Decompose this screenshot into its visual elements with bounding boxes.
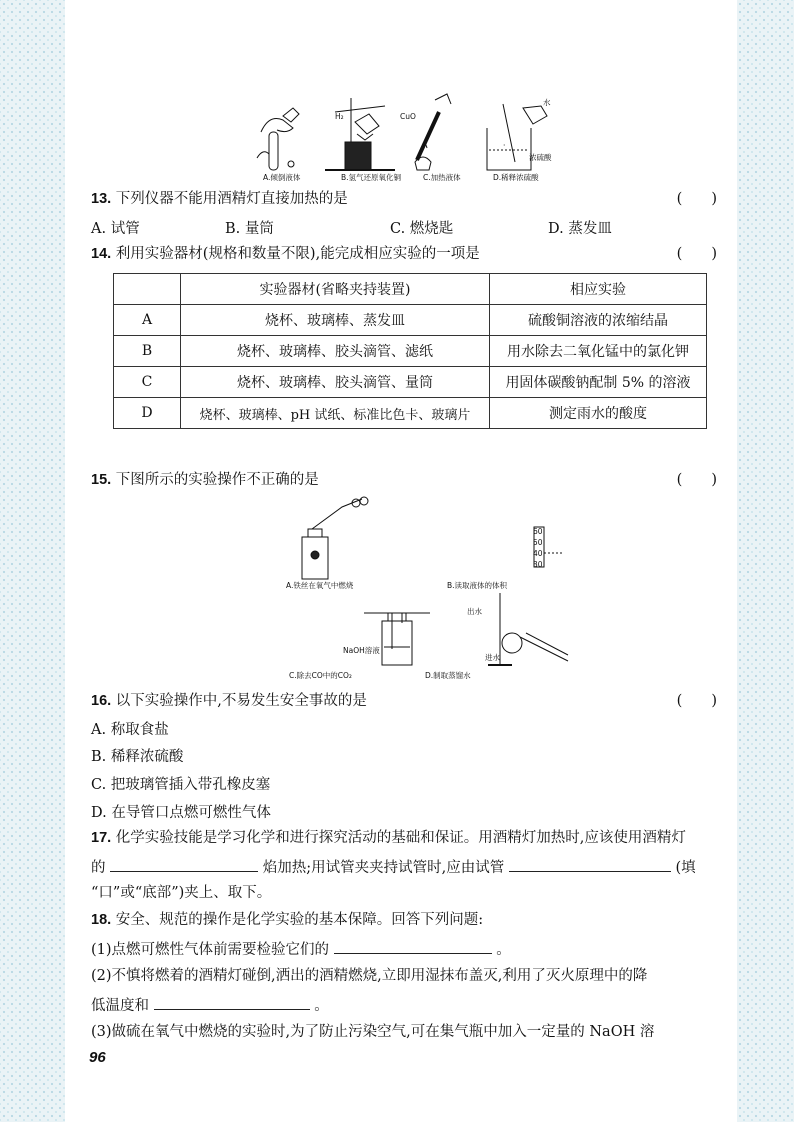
question-13 <box>91 189 727 209</box>
q12-caption-c: C.加热液体 <box>423 173 461 182</box>
q15-label-naoh: NaOH溶液 <box>343 646 380 655</box>
distill-water-illustration <box>488 593 568 665</box>
worksheet-page <box>65 0 737 1122</box>
question-17-line-2 <box>91 856 696 878</box>
q15-caption-b: B.读取液体的体积 <box>447 581 508 590</box>
table-row <box>114 305 707 336</box>
table-header: 相应实验 <box>490 274 707 305</box>
question-14 <box>91 244 727 264</box>
q16-option-b: B. 稀释浓硫酸 <box>91 749 184 765</box>
answer-blank-position[interactable] <box>509 856 671 872</box>
question-number: 16. <box>91 693 112 709</box>
question-18-part-3: (3)做硫在氧气中燃烧的实验时,为了防止污染空气,可在集气瓶中加入一定量的 NaOH 溶 <box>91 1024 655 1040</box>
question-17 <box>91 828 686 848</box>
q15-caption-c: C.除去CO中的CO₂ <box>289 671 352 680</box>
q13-option-c: C. 燃烧匙 <box>390 221 454 237</box>
q15-caption-d: D.制取蒸馏水 <box>425 671 471 680</box>
question-stem: 安全、规范的操作是化学实验的基本保障。回答下列问题: <box>115 912 484 928</box>
q15-scale-50: 50 <box>533 538 543 547</box>
q15-label-water-in: 进水 <box>485 653 500 662</box>
question-stem: 利用实验器材(规格和数量不限),能完成相应实验的一项是 <box>115 246 480 262</box>
svg-text:·: · <box>503 141 506 150</box>
question-18-part-2: (2)不慎将燃着的酒精灯碰倒,洒出的酒精燃烧,立即用湿抹布盖灭,利用了灭火原理中的降 <box>91 968 648 984</box>
q12-label-h2: H₂ <box>335 112 344 121</box>
question-number: 18. <box>91 912 112 928</box>
text-fragment: 焰加热;用试管夹夹持试管时,应由试管 <box>262 860 505 876</box>
table-cell: 烧杯、玻璃棒、胶头滴管、量筒 <box>181 367 490 398</box>
remove-co2-illustration <box>364 613 430 665</box>
text-fragment: (填 <box>675 860 696 876</box>
question-18-part-1 <box>91 938 511 960</box>
question-number: 17. <box>91 830 112 846</box>
q13-option-a: A. 试管 <box>91 221 140 237</box>
q12-label-water: 水 <box>543 98 551 107</box>
table-row <box>114 398 707 429</box>
q12-label-acid: 浓硫酸 <box>529 153 552 162</box>
q12-caption-d: D.稀释浓硫酸 <box>493 173 539 182</box>
table-cell: 用固体碳酸钠配制 5% 的溶液 <box>490 367 707 398</box>
answer-paren: ( ) <box>676 191 717 207</box>
question-stem: 下图所示的实验操作不正确的是 <box>115 472 319 488</box>
answer-paren: ( ) <box>676 246 717 262</box>
question-stem: 以下实验操作中,不易发生安全事故的是 <box>115 693 367 709</box>
answer-paren: ( ) <box>676 693 717 709</box>
q15-scale-40: 40 <box>533 549 543 558</box>
table-row <box>114 336 707 367</box>
table-cell: 烧杯、玻璃棒、蒸发皿 <box>181 305 490 336</box>
q13-option-b: B. 量筒 <box>225 221 274 237</box>
q16-option-a: A. 称取食盐 <box>91 722 169 738</box>
q12-caption-b: B.氢气还原氧化铜 <box>341 173 402 182</box>
table-cell: C <box>114 367 181 398</box>
hydrogen-reduce-cuo-illustration <box>325 98 395 170</box>
question-18 <box>91 910 483 930</box>
text-fragment: 低温度和 <box>91 998 149 1014</box>
answer-paren: ( ) <box>676 472 717 488</box>
table-cell: D <box>114 398 181 429</box>
question-text: 化学实验技能是学习化学和进行探究活动的基础和保证。用酒精灯加热时,应该使用酒精灯 <box>115 830 686 846</box>
q14-table <box>113 273 707 429</box>
q13-option-d: D. 蒸发皿 <box>548 221 612 237</box>
q16-option-c: C. 把玻璃管插入带孔橡皮塞 <box>91 777 271 793</box>
q15-caption-a: A.铁丝在氧气中燃烧 <box>286 581 354 590</box>
q12-label-cuo: CuO <box>400 112 416 121</box>
iron-wire-burning-illustration <box>302 497 368 579</box>
text-fragment: 。 <box>496 942 511 958</box>
pour-liquid-illustration <box>257 108 299 170</box>
page-number: 96 <box>89 1049 106 1066</box>
table-header: 实验器材(省略夹持装置) <box>181 274 490 305</box>
question-number: 14. <box>91 246 112 262</box>
table-cell: 烧杯、玻璃棒、胶头滴管、滤纸 <box>181 336 490 367</box>
text-fragment: 的 <box>91 860 106 876</box>
table-header <box>114 274 181 305</box>
q15-scale-30: 30 <box>533 560 543 569</box>
q15-scale-60: 60 <box>533 527 543 536</box>
answer-blank-principle[interactable] <box>154 994 310 1010</box>
heat-liquid-illustration <box>415 94 451 170</box>
question-17-line-3: “口”或“底部”)夹上、取下。 <box>91 885 272 901</box>
question-number: 13. <box>91 191 112 207</box>
q16-option-d: D. 在导管口点燃可燃性气体 <box>91 805 271 821</box>
answer-blank-flame[interactable] <box>110 856 258 872</box>
question-18-part-2-cont <box>91 994 329 1016</box>
question-number: 15. <box>91 472 112 488</box>
question-stem: 下列仪器不能用酒精灯直接加热的是 <box>115 191 348 207</box>
table-cell: 硫酸铜溶液的浓缩结晶 <box>490 305 707 336</box>
table-cell: 烧杯、玻璃棒、pH 试纸、标准比色卡、玻璃片 <box>181 398 490 429</box>
table-cell: 测定雨水的酸度 <box>490 398 707 429</box>
q12-caption-a: A.倾倒液体 <box>263 173 301 182</box>
text-fragment: 。 <box>314 998 329 1014</box>
table-header-row <box>114 274 707 305</box>
question-15 <box>91 470 727 490</box>
answer-blank-purity[interactable] <box>334 938 492 954</box>
q15-label-water-out: 出水 <box>467 607 482 616</box>
table-cell: B <box>114 336 181 367</box>
table-cell: A <box>114 305 181 336</box>
question-16 <box>91 691 727 711</box>
table-row <box>114 367 707 398</box>
text-fragment: (1)点燃可燃性气体前需要检验它们的 <box>91 942 330 958</box>
table-cell: 用水除去二氧化锰中的氯化钾 <box>490 336 707 367</box>
